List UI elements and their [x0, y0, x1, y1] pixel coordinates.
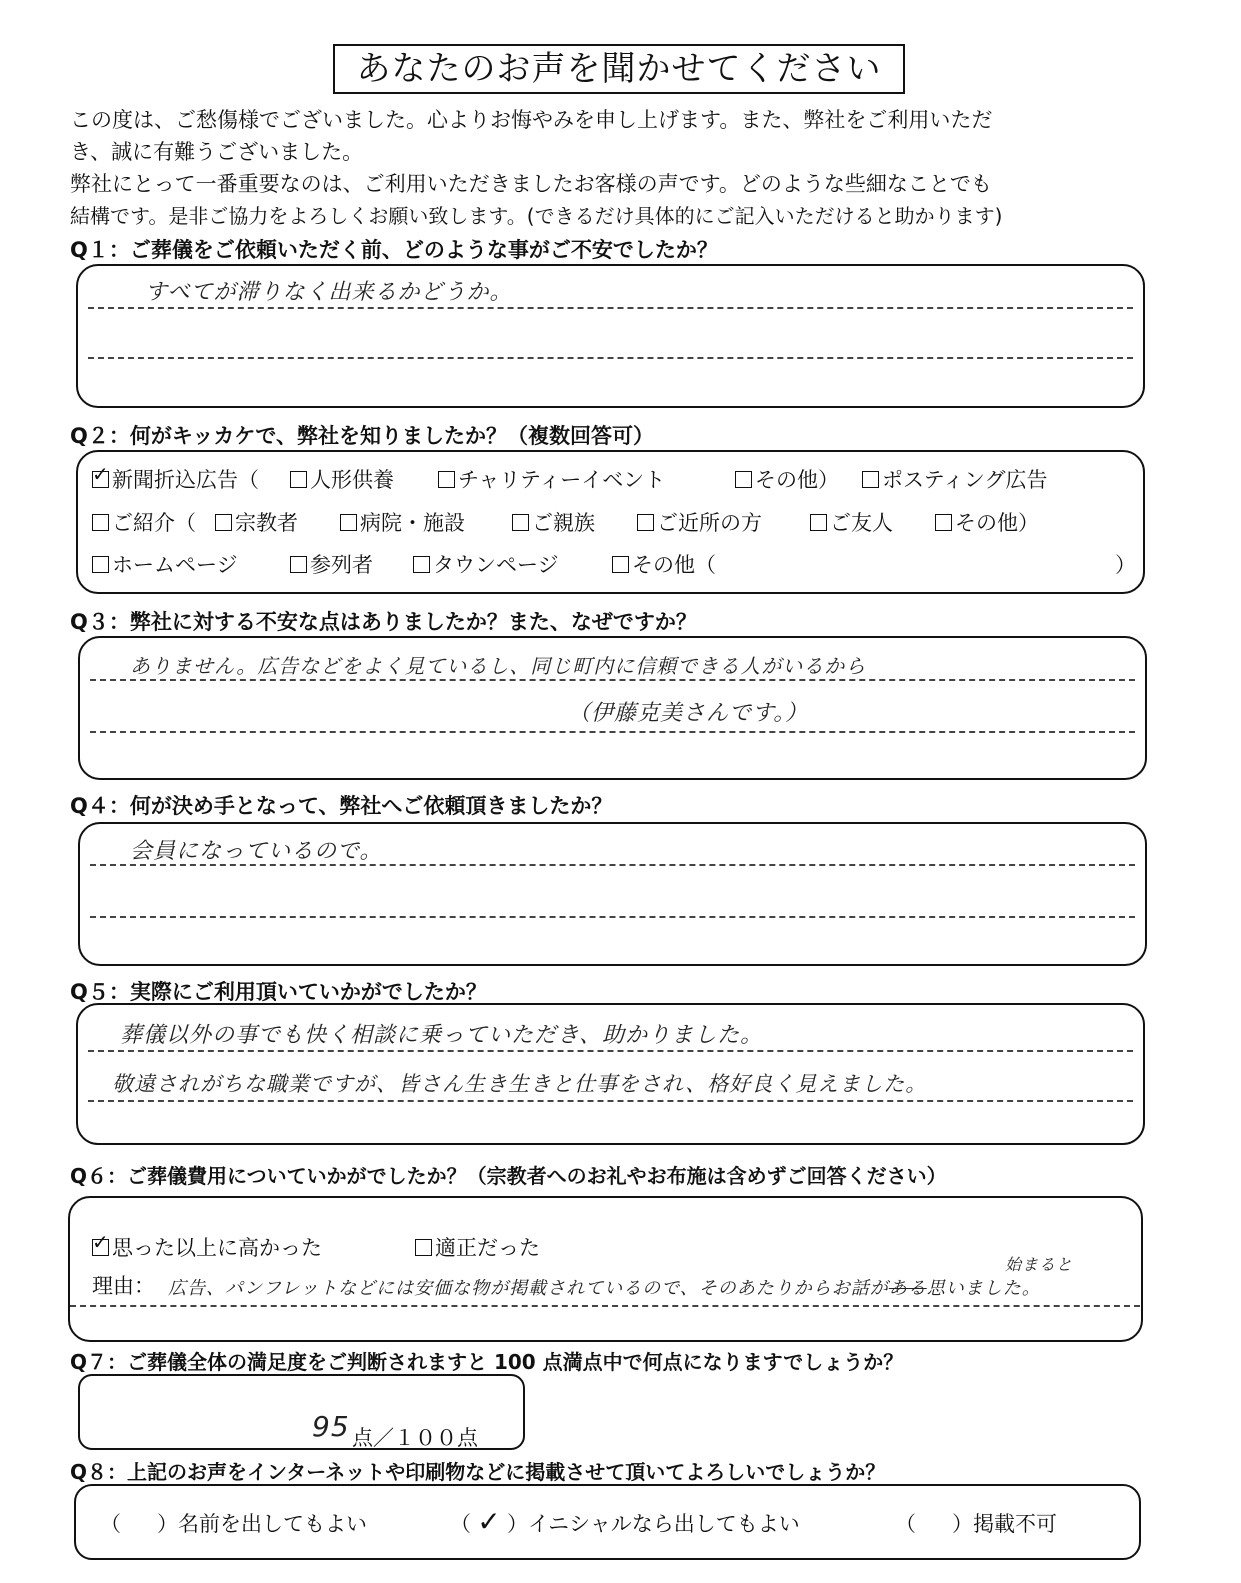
checkbox-icon[interactable] [612, 556, 629, 573]
q2-close-paren: ） [1115, 553, 1136, 577]
q6-line [70, 1305, 1140, 1307]
intro-line-1: この度は、ご愁傷様でございました。心よりお悔やみを申し上げます。また、弊社をご利用いただ [70, 108, 993, 132]
q2-opt-other-1[interactable]: その他） [735, 464, 839, 494]
intro-line-3: 弊社にとって一番重要なのは、ご利用いただきましたお客様の声です。どのような些細なことでも [70, 172, 992, 196]
q7-question: Q７：ご葬儀全体の満足度をご判断されますと 100 点満点中で何点になりますでしょうか？ [70, 1350, 904, 1374]
q2-opt-other-2[interactable]: その他） [935, 507, 1039, 537]
checkbox-icon[interactable] [862, 471, 879, 488]
q8-opt-no-publish[interactable]: （ ）掲載不可 [895, 1512, 1057, 1536]
q3-answer-line-2: （伊藤克美さんです。） [568, 701, 809, 726]
q1-answer: すべてが滞りなく出来るかどうか。 [145, 280, 513, 305]
q3-question: Q３：弊社に対する不安な点はありましたか？また、なぜですか？ [70, 610, 697, 634]
q2-opt-neighbors[interactable]: ご近所の方 [637, 507, 762, 537]
checkbox-icon[interactable] [215, 514, 232, 531]
checkbox-icon[interactable] [290, 556, 307, 573]
checkbox-icon[interactable] [415, 1239, 432, 1256]
q6-reason-strike: ある [888, 1278, 927, 1299]
checkbox-icon[interactable] [92, 471, 109, 488]
q2-opt-posting[interactable]: ポスティング広告 [862, 464, 1047, 494]
q3-line-1 [90, 679, 1135, 681]
q5-answer-line-2: 敬遠されがちな職業ですが、皆さん生き生きと仕事をされ、格好良く見えました。 [112, 1072, 928, 1096]
q2-opt-newspaper[interactable]: ✓新聞折込広告（ [92, 464, 259, 494]
checkbox-icon[interactable] [340, 514, 357, 531]
checkbox-icon[interactable] [810, 514, 827, 531]
q6-opt-too-expensive[interactable]: ✓思った以上に高かった [92, 1232, 322, 1262]
checkbox-icon[interactable] [290, 471, 307, 488]
q8-mark-2: ✓ [477, 1505, 501, 1538]
q6-answer-box [68, 1196, 1143, 1342]
q6-question: Q６：ご葬儀費用についていかがでしたか？（宗教者へのお礼やお布施は含めずご回答ください） [70, 1164, 947, 1188]
q4-answer: 会員になっているので。 [130, 839, 383, 864]
q5-answer-line-1: 葬儀以外の事でも快く相談に乗っていただき、助かりました。 [120, 1023, 764, 1048]
q2-opt-relatives[interactable]: ご親族 [512, 507, 595, 537]
checkbox-icon[interactable] [413, 556, 430, 573]
checkbox-icon[interactable] [92, 1239, 109, 1256]
q8-opt-initials-ok[interactable]: （ ✓ ）イニシャルなら出してもよい [450, 1505, 800, 1538]
q2-opt-townpage[interactable]: タウンページ [413, 549, 559, 579]
intro-line-2: き、誠に有難うございました。 [70, 140, 364, 164]
q5-line-2 [88, 1100, 1133, 1102]
q8-question: Q８：上記のお声をインターネットや印刷物などに掲載させて頂いてよろしいでしょうか？ [70, 1460, 886, 1484]
q2-question: Q２：何がキッカケで、弊社を知りましたか？（複数回答可） [70, 424, 655, 448]
q1-question: Q１：ご葬儀をご依頼いただく前、どのような事がご不安でしたか？ [70, 238, 718, 262]
q4-question: Q４：何が決め手となって、弊社へご依頼頂きましたか？ [70, 794, 613, 818]
q4-line-2 [90, 916, 1135, 918]
q1-line-1 [88, 307, 1133, 309]
checkbox-icon[interactable] [512, 514, 529, 531]
checkbox-icon[interactable] [935, 514, 952, 531]
q6-reason: 広告、パンフレットなどには安価な物が掲載されているので、そのあたりからお話がある思いました。 [168, 1278, 1041, 1299]
checkbox-icon[interactable] [92, 556, 109, 573]
checkbox-icon[interactable] [92, 514, 109, 531]
page-title: あなたのお声を聞かせてください [333, 44, 905, 94]
q2-opt-hospital[interactable]: 病院・施設 [340, 507, 465, 537]
q2-opt-charity[interactable]: チャリティーイベント [438, 464, 665, 494]
q2-opt-homepage[interactable]: ホームページ [92, 549, 238, 579]
q1-line-2 [88, 357, 1133, 359]
q3-line-2 [90, 731, 1135, 733]
q7-score: 95 [312, 1410, 350, 1443]
q6-reason-label: 理由： [92, 1274, 155, 1298]
q6-reason-insert: 始まると [1005, 1255, 1074, 1274]
checkbox-icon[interactable] [637, 514, 654, 531]
q2-opt-religious[interactable]: 宗教者 [215, 507, 298, 537]
q6-opt-fair[interactable]: 適正だった [415, 1232, 540, 1262]
q2-opt-attendee[interactable]: 参列者 [290, 549, 373, 579]
intro-line-4: 結構です。是非ご協力をよろしくお願い致します。(できるだけ具体的にご記入いただけると助かります) [70, 204, 1003, 228]
q2-opt-doll[interactable]: 人形供養 [290, 464, 394, 494]
q5-line-1 [88, 1050, 1133, 1052]
q3-answer-line-1: ありません。広告などをよく見ているし、同じ町内に信頼できる人がいるから [130, 654, 867, 678]
q2-opt-friends[interactable]: ご友人 [810, 507, 893, 537]
q2-opt-referral[interactable]: ご紹介（ [92, 507, 196, 537]
checkbox-icon[interactable] [438, 471, 455, 488]
q5-question: Q５：実際にご利用頂いていかがでしたか？ [70, 980, 487, 1004]
q7-score-suffix: 点／１００点 [352, 1426, 478, 1450]
checkbox-icon[interactable] [735, 471, 752, 488]
q8-opt-name-ok[interactable]: （ ）名前を出してもよい [100, 1512, 367, 1536]
q2-opt-other-3[interactable]: その他（ [612, 549, 716, 579]
